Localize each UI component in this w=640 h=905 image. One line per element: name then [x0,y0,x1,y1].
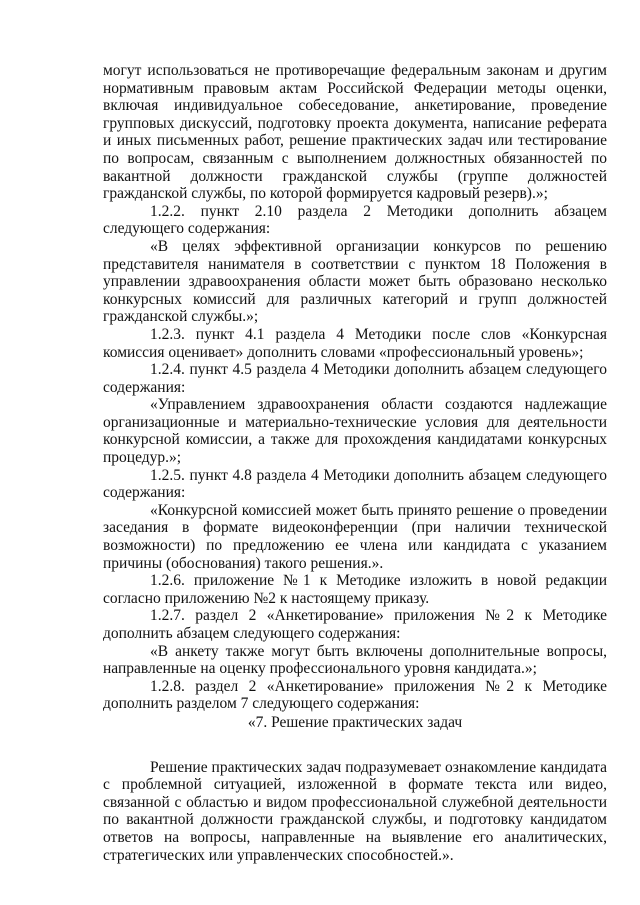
paragraph-practical-tasks: Решение практических задач подразумевает ознакомление кандидата с проблемной ситуацией, изложенной в формате текста или видео, связанной с областью и видом профессиональной служебной деятельности по вакантной должности гражданской службы, и подготовку кандидатом ответов на вопросы, направленные на выявление его аналитических, стратегических или управленческих способностей.». [103,758,607,864]
paragraph-methods-continuation: могут использоваться не противоречащие федеральным законам и другим нормативным правовым актам Российской Федерации методы оценки, включая индивидуальное собеседование, анкетирование, проведение групповых дискуссий, подготовку проекта документа, написание реферата и иных письменных работ, решение практических задач или тестирование по вопросам, связанным с выполнением должностных обязанностей по вакантной должности гражданской службы (группе должностей гражданской службы, по которой формируется кадровый резерв).»; [103,62,607,203]
paragraph-item-1-2-2: 1.2.2. пункт 2.10 раздела 2 Методики дополнить абзацем следующего содержания: [103,202,607,238]
paragraph-quote-competition-commissions: «В целях эффективной организации конкурсов по решению представителя нанимателя в соответствии с пунктом 18 Положения в управлении здравоохранения области может быть образовано несколько конкурсных комиссий для различных категорий и групп должностей гражданской службы.»; [103,237,607,326]
paragraph-quote-videoconference: «Конкурсной комиссией может быть принято решение о проведении заседания в формате видеоконференции (при наличии технической возможности) по предложению ее члена или кандидата с указанием причины (обоснования) такого решения.». [103,501,607,572]
section-heading: «7. Решение практических задач [247,713,463,731]
paragraph-quote-questionnaire: «В анкету также могут быть включены дополнительные вопросы, направленные на оценку профессионального уровня кандидата.»; [103,642,607,678]
document-page [103,62,607,864]
paragraph-item-1-2-3: 1.2.3. пункт 4.1 раздела 4 Методики после слов «Конкурсная комиссия оценивает» дополнить словами «профессиональный уровень»; [103,325,607,361]
paragraph-item-1-2-5: 1.2.5. пункт 4.8 раздела 4 Методики дополнить абзацем следующего содержания: [103,466,607,502]
paragraph-item-1-2-7: 1.2.7. раздел 2 «Анкетирование» приложения №2 к Методике дополнить абзацем следующего содержания: [103,607,607,642]
paragraph-item-1-2-6: 1.2.6. приложение №1 к Методике изложить в новой редакции согласно приложению №2 к настоящему приказу. [103,572,607,607]
paragraph-item-1-2-8: 1.2.8. раздел 2 «Анкетирование» приложения №2 к Методике дополнить разделом 7 следующего содержания: [103,677,607,713]
paragraph-quote-organizational-conditions: «Управлением здравоохранения области создаются надлежащие организационные и материально-технические условия для деятельности конкурсной комиссии, а также для прохождения кандидатами конкурсных процедур.»; [103,396,607,467]
blank-line [103,732,607,759]
paragraph-item-1-2-4: 1.2.4. пункт 4.5 раздела 4 Методики дополнить абзацем следующего содержания: [103,361,607,396]
